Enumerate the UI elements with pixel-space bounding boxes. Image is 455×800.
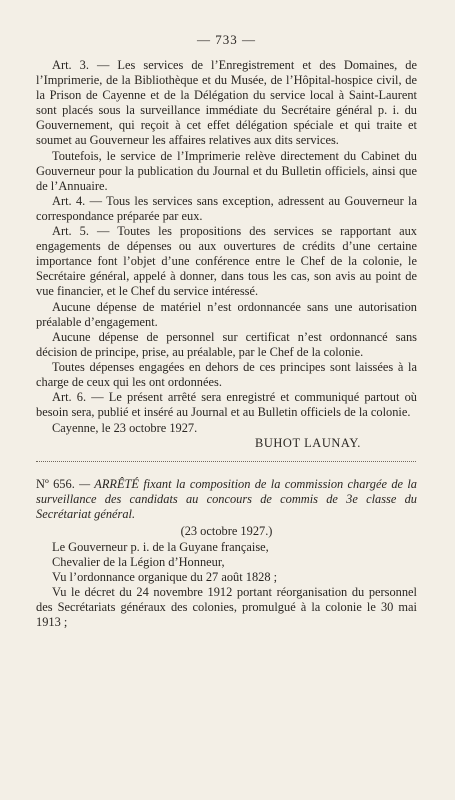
personnel-paragraph: Aucune dépense de personnel sur certificat n’est ordonnancé sans décision de principe, prise, au préalable, par le Chef de la colonie. [36, 329, 417, 359]
governor-line: Le Gouverneur p. i. de la Guyane française, [52, 539, 269, 554]
materiel-paragraph: Aucune dépense de matériel n’est ordonnancée sans une autorisation préalable d’engagement. [36, 299, 417, 329]
signature: BUHOT LAUNAY. [254, 436, 361, 451]
page-number: — 733 — [197, 32, 256, 47]
ordonnance-line: Vu l’ordonnance organique du 27 août 1828 ; [52, 569, 278, 584]
article-6-paragraph: Art. 6. — Le présent arrêté sera enregistré et communiqué partout où besoin sera, publié et inséré au Journal et au Bulletin officiels de la colonie. [36, 390, 417, 420]
article-4-paragraph: Art. 4. — Tous les services sans exception, adressent au Gouverneur la correspondance préparée par eux. [36, 193, 417, 223]
article-3-paragraph: Art. 3. — Les services de l’Enregistrement et des Domaines, de l’Imprimerie, de la Bibliothèque et du Musée, de l’Hôpital-hospice civil, de la Prison de Cayenne et de la Délégation du service local à Saint-Laurent sont placés sous la surveillance immédiate du Secrétaire général p. i. du Gouvernement, qui reçoit à cet effet délégation spéciale et qui traite et soumet au Gouverneur les affaires relatives aux dits services. [36, 58, 417, 148]
arrete-date: (23 octobre 1927.) [180, 524, 273, 539]
chevalier-line: Chevalier de la Légion d’Honneur, [52, 554, 225, 569]
imprimerie-paragraph: Toutefois, le service de l’Imprimerie relève directement du Cabinet du Gouverneur pour la publication du Journal et du Bulletin officiels, ainsi que de l’Annuaire. [36, 148, 417, 193]
section-separator [36, 461, 416, 462]
arrete-header [36, 477, 417, 522]
decret-line: Vu le décret du 24 novembre 1912 portant réorganisation du personnel des Secrétariats généraux des colonies, promulgué à la colonie le 30 mai 1913 ; [36, 584, 417, 629]
arrete-number: Nº 656. [36, 477, 75, 492]
place-date: Cayenne, le 23 octobre 1927. [52, 421, 198, 436]
arrete-title: — ARRÊTÉ fixant la composition de la commission chargée de la surveillance des candidats au concours de commis de 3e classe du Secrétariat général. [36, 477, 417, 522]
article-5-paragraph: Art. 5. — Toutes les propositions des services se rapportant aux engagements de dépenses ou aux ouvertures de crédits d’une certaine importance font l’objet d’une conférence entre le Chef de la colonie, le Secrétaire général, appelé à donner, dans tous les cas, son avis au point de vue financier, et le Chef du service intéressé. [36, 224, 417, 299]
depenses-paragraph: Toutes dépenses engagées en dehors de ces principes sont laissées à la charge de ceux qui les ont ordonnées. [36, 359, 417, 389]
